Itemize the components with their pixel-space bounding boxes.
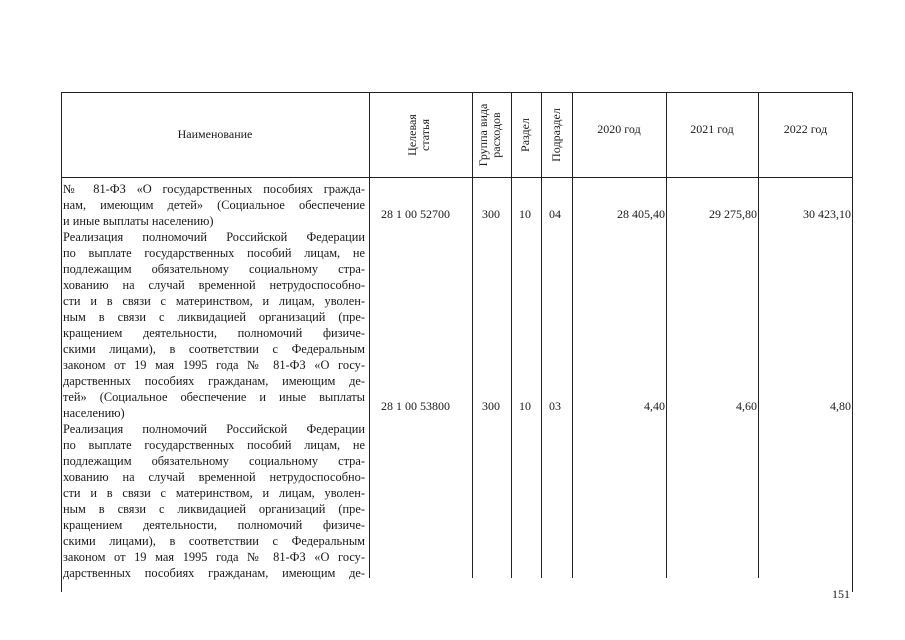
name-line: Реализация полномочий Российской Федерации xyxy=(63,230,365,244)
name-line: подлежащим обязательному социальному стра- xyxy=(63,262,365,276)
row-subsection: 03 xyxy=(549,399,561,413)
page-number: 151 xyxy=(832,587,850,601)
header-subsection: Подраздел xyxy=(549,108,563,162)
name-line: кращением деятельности, полномочий физиче- xyxy=(63,326,365,340)
header-group: Группа вида расходов xyxy=(476,103,503,167)
row-2022: 30 423,10 xyxy=(803,207,851,221)
name-line: по выплате государственных пособий лицам, не xyxy=(63,246,365,260)
col-divider xyxy=(472,92,473,578)
name-line: хованию на случай временной нетрудоспособно- xyxy=(63,278,365,292)
row-group: 300 xyxy=(482,207,500,221)
header-target: Целевая статья xyxy=(405,114,432,156)
header-2021: 2021 год xyxy=(690,122,734,136)
row-target: 28 1 00 53800 xyxy=(381,399,450,413)
name-line: по выплате государственных пособий лицам, не xyxy=(63,438,365,452)
name-line: ным в связи с ликвидацией организаций (пре- xyxy=(63,310,365,324)
header-divider xyxy=(61,177,853,178)
name-line: скими лицами), в соответствии с Федеральным xyxy=(63,342,365,356)
name-line: законом от 19 мая 1995 года № 81-ФЗ «О госу- xyxy=(63,358,365,372)
name-line: № 81-ФЗ «О государственных пособиях гражда- xyxy=(63,182,365,196)
col-divider xyxy=(511,92,512,578)
row-section: 10 xyxy=(519,207,531,221)
name-line: сти и в связи с материнством, и лицам, уволен- xyxy=(63,294,365,308)
row-group: 300 xyxy=(482,399,500,413)
header-2022: 2022 год xyxy=(783,122,828,136)
name-line: Реализация полномочий Российской Федерации xyxy=(63,422,365,436)
col-divider xyxy=(369,92,370,578)
name-line: кращением деятельности, полномочий физиче- xyxy=(63,518,365,532)
name-line: населению) xyxy=(63,406,125,420)
row-2021: 4,60 xyxy=(736,399,757,413)
row-2020: 28 405,40 xyxy=(617,207,665,221)
name-line: законом от 19 мая 1995 года № 81-ФЗ «О госу- xyxy=(63,550,365,564)
name-line: и иные выплаты населению) xyxy=(63,214,214,228)
row-subsection: 04 xyxy=(549,207,561,221)
row-section: 10 xyxy=(519,399,531,413)
name-line: дарственных пособиях гражданам, имеющим де- xyxy=(63,374,365,388)
name-line: ным в связи с ликвидацией организаций (пре- xyxy=(63,502,365,516)
name-line: хованию на случай временной нетрудоспособно- xyxy=(63,470,365,484)
name-line: сти и в связи с материнством, и лицам, уволен- xyxy=(63,486,365,500)
row-2020: 4,40 xyxy=(644,399,665,413)
header-name: Наименование xyxy=(177,127,253,141)
row-2021: 29 275,80 xyxy=(709,207,757,221)
col-divider xyxy=(541,92,542,578)
row-names xyxy=(63,181,365,581)
row-2022: 4,80 xyxy=(830,399,851,413)
name-line: дарственных пособиях гражданам, имеющим де- xyxy=(63,566,365,580)
header-section: Раздел xyxy=(518,118,532,152)
name-line: подлежащим обязательному социальному стра- xyxy=(63,454,365,468)
header-2020: 2020 год xyxy=(597,122,641,136)
name-line: нам, имеющим детей» (Социальное обеспечение xyxy=(63,198,365,212)
row-target: 28 1 00 52700 xyxy=(381,207,450,221)
name-line: скими лицами), в соответствии с Федеральным xyxy=(63,534,365,548)
name-line: тей» (Социальное обеспечение и иные выплаты xyxy=(63,390,365,404)
